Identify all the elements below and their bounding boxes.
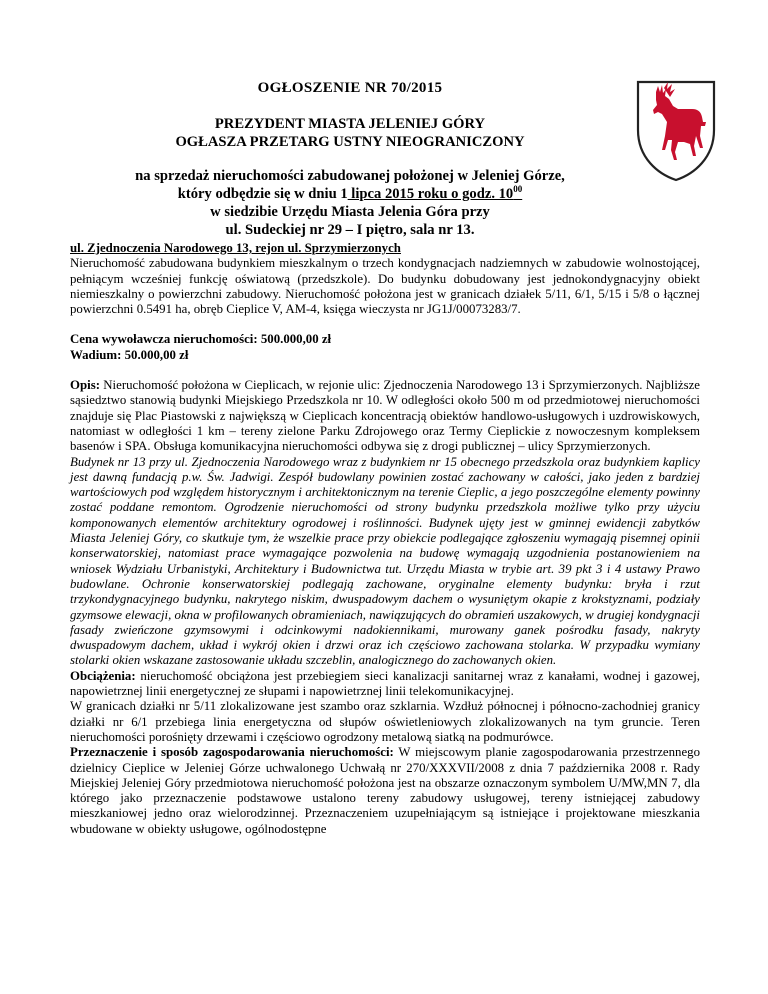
opis-section [70, 378, 700, 454]
property-description: Nieruchomość zabudowana budynkiem mieszkalnym o trzech kondygnacjach nadziemnych w zabudowie wolnostojącej, pełniącym wcześniej funkcję oświatową (przedszkole). Do budynku dobudowany jest jednokondygnacyjny obiekt niemieszkalny o powierzchni zabudowy. Nieruchomość położona jest w granicach działek 5/11, 6/1, 5/15 i 5/8 o łącznej powierzchni 0.5491 ha, obręb Cieplice V, AM-4, księga wieczysta nr JG1J/00073283/7. [70, 256, 700, 317]
obciazenia-text: nieruchomość obciążona jest przebiegiem sieci kanalizacji sanitarnej wraz z kanałami, wodnej i gazowej, napowietrznej linii energetycznej ze słupami i napowietrznej linii telekomunikacyjnej. [70, 668, 700, 699]
sale-line-4: ul. Sudeckiej nr 29 – I piętro, sala nr 13. [225, 222, 475, 238]
obciazenia-label: Obciążenia: [70, 668, 136, 683]
opis-text: Nieruchomość położona w Cieplicach, w rejonie ulic: Zjednoczenia Narodowego 13 i Sprzymierzonych. Najbliższe sąsiedztwo stanowią budynki Miejskiego Przedszkola nr 10. W odległości około 500 m od przedmiotowej nieruchomości znajduje się Plac Piastowski z największą w Cieplicach koncentracją obiektów handlowo-usługowych i uzdrowiskowych, natomiast w odległości 1 km – tereny zielone Parku Zdrojowego oraz Termy Cieplickie z nowoczesnym kompleksem basenów i SPA. Obsługa komunikacyjna nieruchomości odbywa się z drogi publicznej – ulicy Sprzymierzonych. [70, 378, 700, 454]
sale-date-text: lipca 2015 roku o godz. 10 [347, 186, 514, 202]
property-title: ul. Zjednoczenia Narodowego 13, rejon ul. Sprzymierzonych [70, 241, 401, 255]
przeznaczenie-section [70, 745, 700, 837]
sale-line-2-pre: który odbędzie się w dniu 1 [177, 186, 348, 202]
document-body [70, 241, 700, 837]
city-coat-of-arms-icon [634, 78, 718, 182]
obciazenia-section [70, 669, 700, 700]
announcement-header [70, 80, 630, 239]
przeznaczenie-text: W miejscowym planie zagospodarowania przestrzennego dzielnicy Cieplice w Jeleniej Górze uchwalonego Uchwałą nr 270/XXXVII/2008 z dnia 7 października 2008 r. Rady Miejskiej Jeleniej Góry przedmiotowa nieruchomość położona jest na obszarze oznaczonym symbolem U/MW,MN 7, dla którego jako przeznaczenie podstawowe ustalono tereny zabudowy usługowej, tereny istniejącej zabudowy mieszkaniowej jedno oraz wielorodzinnej. Przeznaczeniem uzupełniającym są istniejące i projektowane mieszkania wbudowane w obiekty usługowe, ogólnodostępne [70, 745, 700, 836]
opis-italic-text: Budynek nr 13 przy ul. Zjednoczenia Narodowego wraz z budynkiem nr 15 obecnego przedszkola oraz budynkiem kaplicy jest dawną fundacją p.w. Św. Jadwigi. Zespół budowlany powinien zostać zachowany w całości, jako jeden z bardziej wartościowych pod względem historycznym i architektonicznym na terenie Cieplic, a jego poszczególne elementy powinny zostać poddane remontom. Ogrodzenie nieruchomości od strony budynku przedszkola możliwe tylko przy użyciu komponowanych elementów architektury ogrodowej i roślinności. Budynek ujęty jest w gminnej ewidencji zabytków Miasta Jeleniej Góry, co skutkuje tym, że wszelkie prace przy obiekcie podlegające zgłoszeniu wymagają pisemnej opinii konserwatorskiej, natomiast prace wymagające pozwolenia na budowę wymagają uzgodnienia postanowieniem na wniosek Wydziału Urbanistyki, Architektury i Budownictwa tut. Urzędu Miasta w trybie art. 39 pkt 3 i 4 ustawy Prawo budowlane. Ochronie konserwatorskiej podlegają zachowane, oryginalne elementy budynku: bryła i rzut trzykondygnacyjnego budynku, nakrytego niskim, dwuspadowym dachem o wysuniętym okapie z krokstyznami, podziały gzymsowe elewacji, okna w profilowanych obramieniach, nawiązujących do obramień uszakowych, w drugiej kondygnacji fasady zwieńczone gzymsowymi i odcinkowymi nadokiennikami, murowany ganek pośrodku fasady, nakryty dwuspadowym dachem, układ i wykrój okien i drzwi oraz ich częściowo zachowana stolarka. W przypadku wymiany stolarki okien wskazane zastosowanie układu szczeblin, analogicznego do zachowanych okien. [70, 454, 700, 668]
tender-line: OGŁASZA PRZETARG USTNY NIEOGRANICZONY [175, 134, 525, 150]
mayor-line: PREZYDENT MIASTA JELENIEJ GÓRY [214, 116, 486, 132]
sale-time-minutes: 00 [513, 184, 523, 195]
announcement-number: OGŁOSZENIE NR 70/2015 [257, 80, 443, 96]
przeznaczenie-label: Przeznaczenie i sposób zagospodarowania nieruchomości: [70, 745, 394, 760]
obciazenia-text-2: W granicach działki nr 5/11 zlokalizowane jest szambo oraz szklarnia. Wzdłuż północnej i północno-zachodniej granicy działki nr 6/1 przebiega linia energetyczna od słupów oświetleniowych zlokalizowanych na tym gruncie. Teren nieruchomości porośnięty drzewami i częściowo ogrodzony metalową siatką na podmurówce. [70, 699, 700, 744]
opis-label: Opis: [70, 378, 100, 393]
sale-line-2 [70, 185, 630, 203]
sale-info [70, 167, 630, 239]
deposit: Wadium: 50.000,00 zł [70, 347, 189, 362]
starting-price: Cena wywoławcza nieruchomości: 500.000,00 zł [70, 332, 332, 347]
sale-line-1: na sprzedaż nieruchomości zabudowanej położonej w Jeleniej Górze, [135, 168, 565, 184]
sale-line-3: w siedzibie Urzędu Miasta Jelenia Góra przy [210, 204, 490, 220]
sale-date [348, 186, 523, 202]
